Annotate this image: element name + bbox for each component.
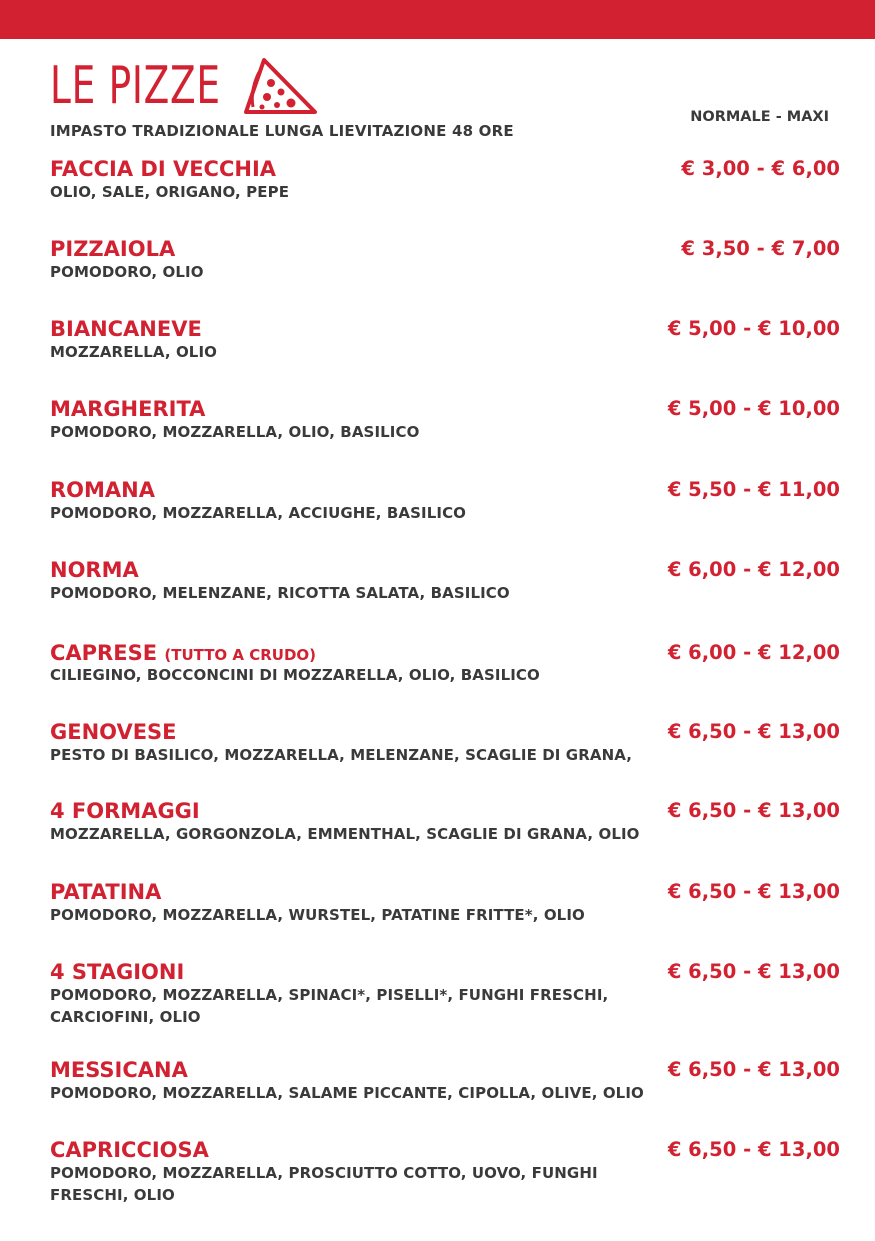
item-name: PIZZAIOLA [50, 237, 176, 261]
item-price: € 6,50 - € 13,00 [667, 720, 840, 743]
item-name: CAPRICCIOSA [50, 1138, 209, 1162]
item-price: € 6,50 - € 13,00 [667, 880, 840, 903]
item-name: FACCIA DI VECCHIA [50, 157, 277, 181]
item-description: MOZZARELLA, OLIO [50, 343, 218, 361]
item-name: 4 STAGIONI [50, 960, 185, 984]
item-price: € 3,50 - € 7,00 [681, 237, 840, 260]
item-price: € 5,50 - € 11,00 [667, 478, 840, 501]
item-name: GENOVESE [50, 720, 177, 744]
item-name: MESSICANA [50, 1058, 188, 1082]
item-name: CAPRESE [50, 641, 158, 665]
item-description: MOZZARELLA, GORGONZOLA, EMMENTHAL, SCAGLIE DI GRANA, OLIO [50, 825, 640, 843]
item-name: ROMANA [50, 478, 155, 502]
item-description: CILIEGINO, BOCCONCINI DI MOZZARELLA, OLIO, BASILICO [50, 666, 540, 684]
item-description: POMODORO, MOZZARELLA, SPINACI*, PISELLI*, FUNGHI FRESCHI, CARCIOFINI, OLIO [50, 986, 609, 1026]
item-description: POMODORO, MELENZANE, RICOTTA SALATA, BASILICO [50, 584, 510, 602]
item-description: POMODORO, MOZZARELLA, WURSTEL, PATATINE FRITTE*, OLIO [50, 906, 585, 924]
item-price: € 5,00 - € 10,00 [667, 397, 840, 420]
item-price: € 6,00 - € 12,00 [667, 641, 840, 664]
item-description: PESTO DI BASILICO, MOZZARELLA, MELENZANE, SCAGLIE DI GRANA, [50, 746, 633, 764]
item-name: BIANCANEVE [50, 317, 202, 341]
page-title: LE PIZZE [50, 56, 221, 116]
item-price: € 6,50 - € 13,00 [667, 799, 840, 822]
item-description: POMODORO, MOZZARELLA, PROSCIUTTO COTTO, UOVO, FUNGHI FRESCHI, OLIO [50, 1164, 598, 1204]
item-note: (TUTTO A CRUDO) [164, 646, 317, 664]
item-price: € 6,50 - € 13,00 [667, 1138, 840, 1161]
item-name: 4 FORMAGGI [50, 799, 200, 823]
item-price: € 6,00 - € 12,00 [667, 558, 840, 581]
dough-subtitle: IMPASTO TRADIZIONALE LUNGA LIEVITAZIONE 48 ORE [50, 122, 514, 140]
item-name: PATATINA [50, 880, 162, 904]
item-description: OLIO, SALE, ORIGANO, PEPE [50, 183, 290, 201]
item-price: € 6,50 - € 13,00 [667, 1058, 840, 1081]
price-columns-header: NORMALE - MAXI [690, 109, 829, 125]
item-description: POMODORO, MOZZARELLA, OLIO, BASILICO [50, 423, 420, 441]
item-price: € 6,50 - € 13,00 [667, 960, 840, 983]
pizza-slice-icon [240, 57, 320, 115]
item-name: MARGHERITA [50, 397, 206, 421]
item-name: NORMA [50, 558, 139, 582]
item-description: POMODORO, OLIO [50, 263, 204, 281]
top-banner [0, 0, 875, 39]
item-description: POMODORO, MOZZARELLA, ACCIUGHE, BASILICO [50, 504, 467, 522]
item-price: € 5,00 - € 10,00 [667, 317, 840, 340]
item-price: € 3,00 - € 6,00 [681, 157, 840, 180]
item-description: POMODORO, MOZZARELLA, SALAME PICCANTE, CIPOLLA, OLIVE, OLIO [50, 1084, 644, 1102]
